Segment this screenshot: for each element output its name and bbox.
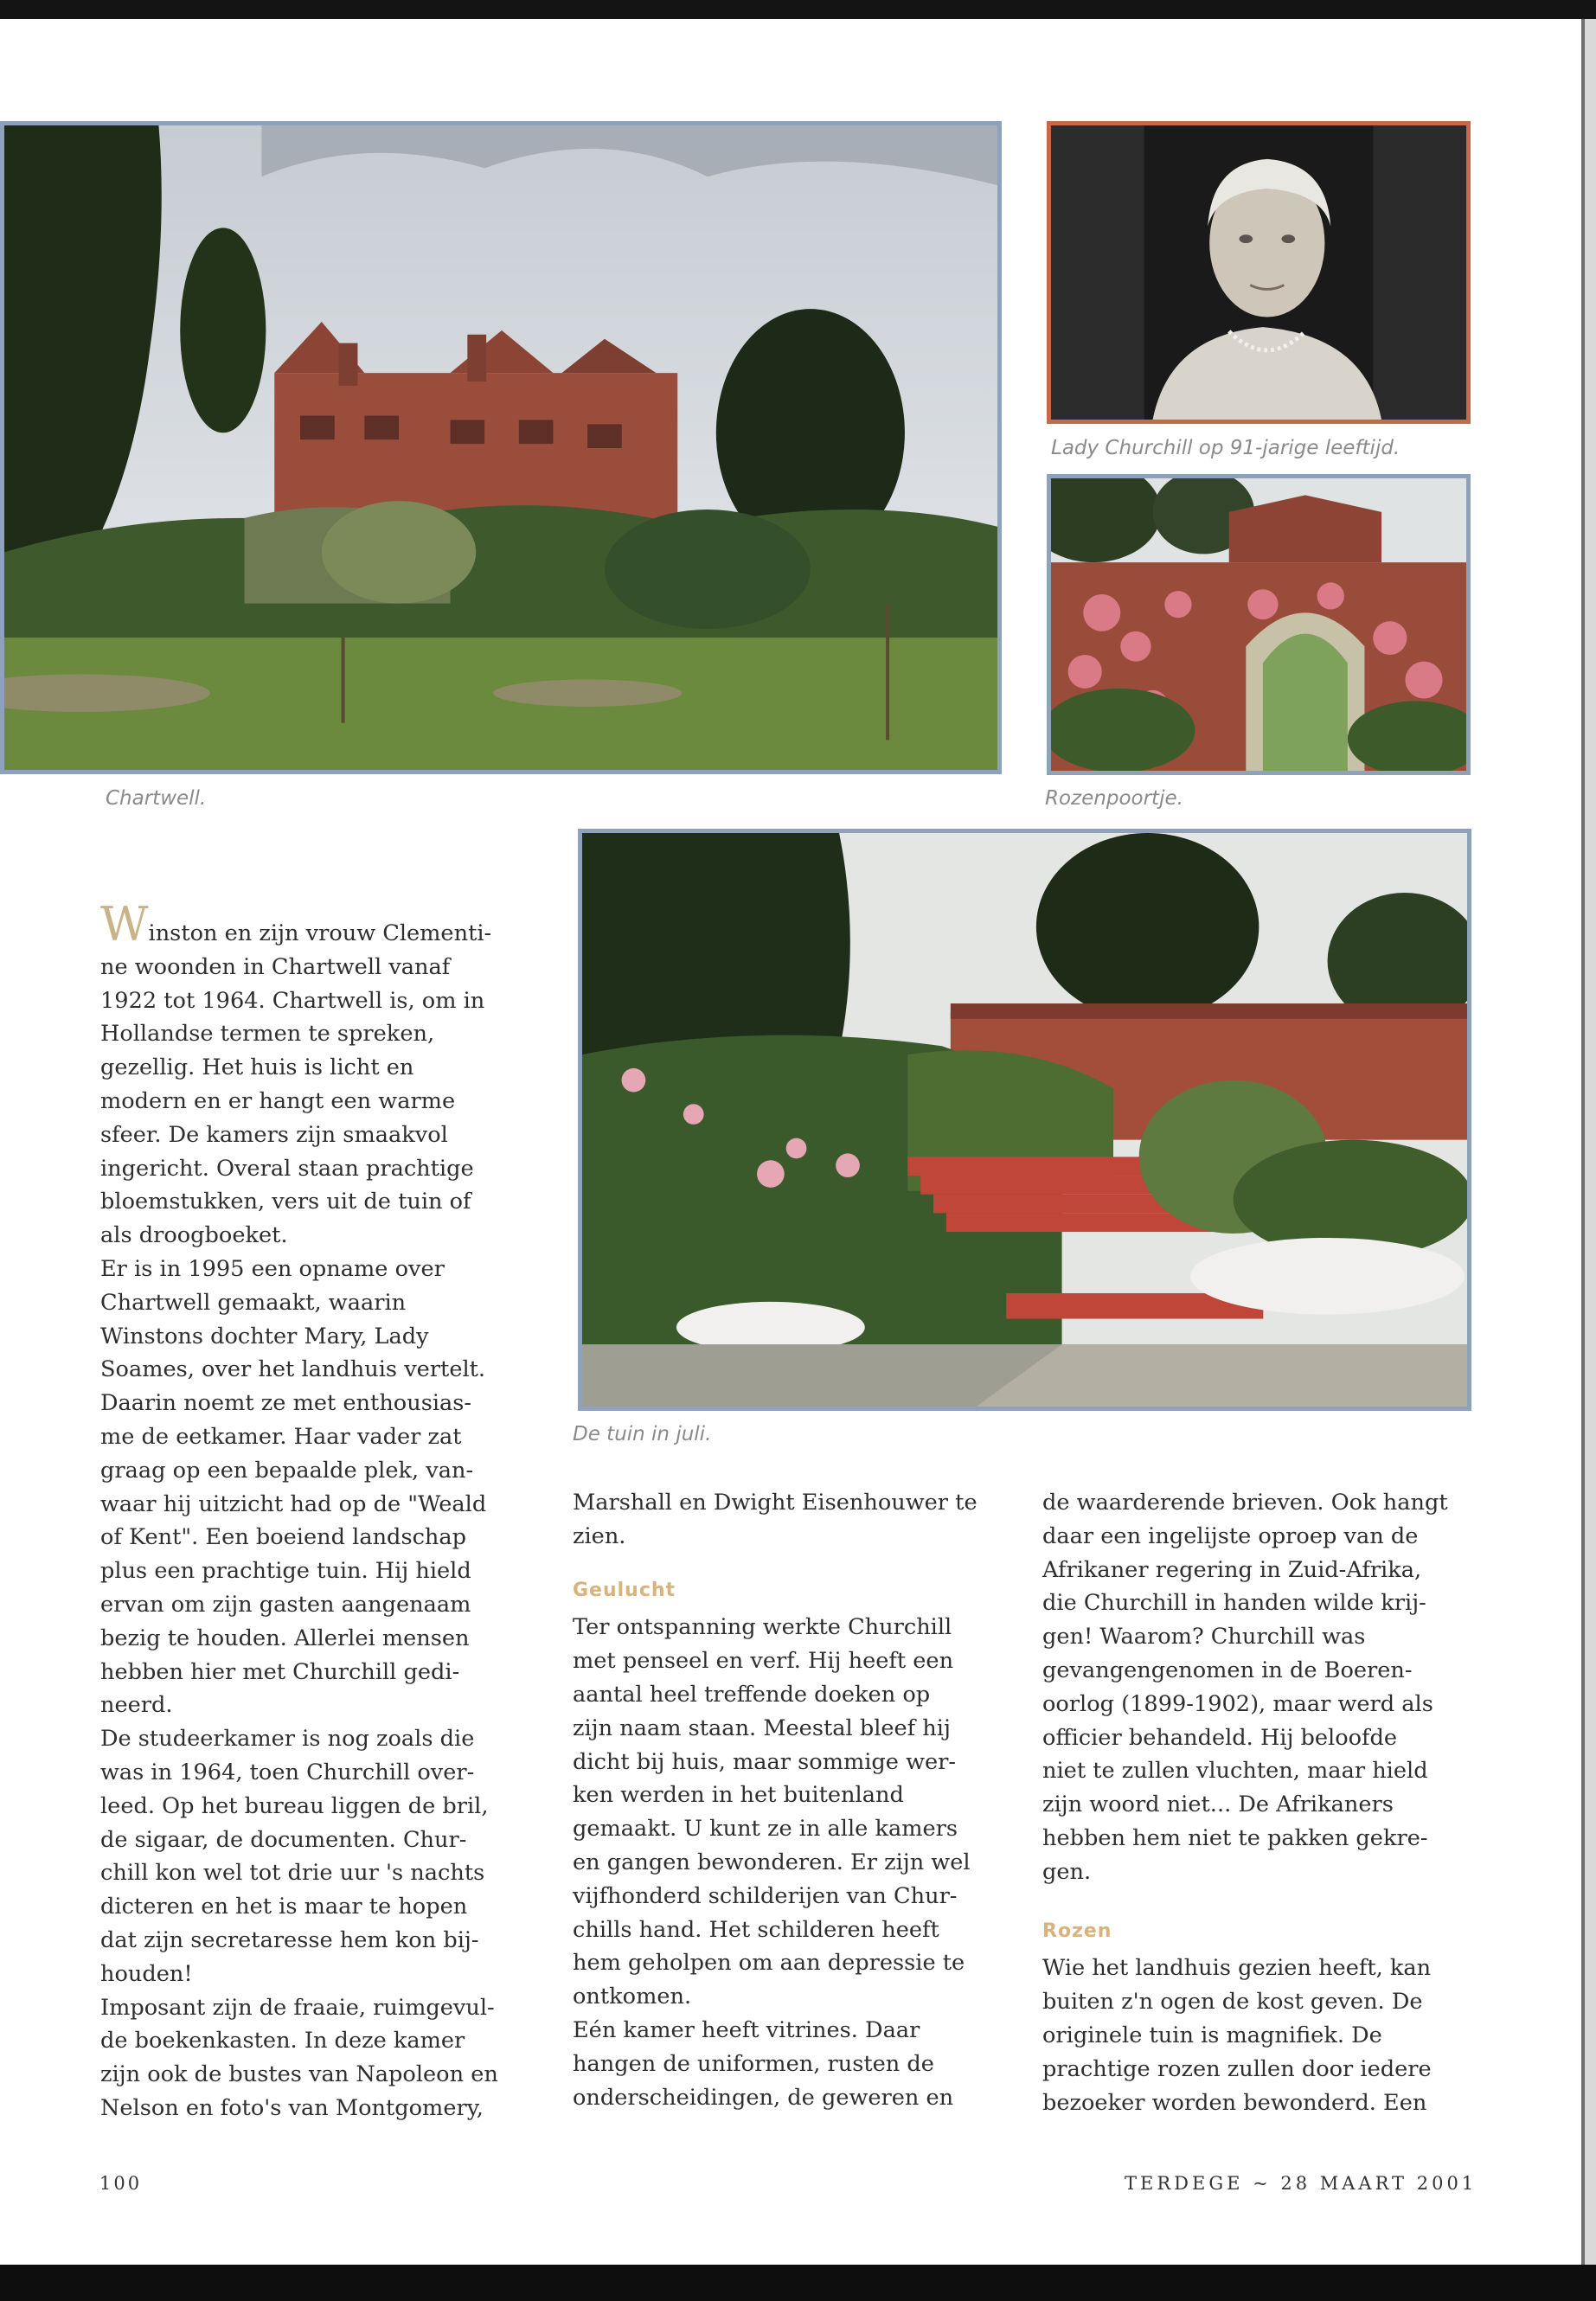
column-1-line: 1922 tot 1964. Chartwell is, om in <box>100 987 485 1014</box>
column-2-line: aantal heel treffende doeken op <box>573 1681 931 1708</box>
column-3-line: die Churchill in handen wilde krij- <box>1042 1590 1426 1617</box>
column-1-line-0: Winston en zijn vrouw Clementi- <box>100 897 492 952</box>
column-1-line: ervan om zijn gasten aangenaam <box>100 1591 471 1618</box>
column-1-line: me de eetkamer. Haar vader zat <box>100 1423 462 1450</box>
garden-july-illustration <box>582 833 1467 1407</box>
drop-cap: W <box>100 897 149 952</box>
column-2-line: Eén kamer heeft vitrines. Daar <box>573 2016 920 2043</box>
column-1-line: graag op een bepaalde plek, van- <box>100 1457 474 1484</box>
subhead-rozen: Rozen <box>1042 1920 1112 1942</box>
column-3-line: zijn woord niet... De Afrikaners <box>1042 1791 1394 1818</box>
rose-arch-illustration <box>1051 478 1466 771</box>
column-1-line: Chartwell gemaakt, waarin <box>100 1289 407 1316</box>
column-1-line: zijn ook de bustes van Napoleon en <box>100 2061 498 2088</box>
column-3-line: prachtige rozen zullen door iedere <box>1042 2055 1432 2082</box>
article-column-1 <box>100 897 542 2125</box>
article-column-3 <box>1042 1486 1492 2119</box>
column-3-line: officier behandeld. Hij beloofde <box>1042 1724 1398 1751</box>
column-3-line: Afrikaner regering in Zuid-Afrika, <box>1042 1556 1422 1583</box>
column-1-line: chill kon wel tot drie uur 's nachts <box>100 1860 485 1887</box>
column-1-line: de boekenkasten. In deze kamer <box>100 2028 465 2054</box>
column-1-line: als droogboeket. <box>100 1222 288 1249</box>
column-3-line: gen! Waarom? Churchill was <box>1042 1624 1366 1650</box>
chartwell-illustration <box>4 125 997 770</box>
column-1-line: ingericht. Overal staan prachtige <box>100 1155 474 1182</box>
column-3-line: daar een ingelijste oproep van de <box>1042 1522 1419 1549</box>
column-1-line: bloemstukken, vers uit de tuin of <box>100 1189 471 1215</box>
column-1-line: neerd. <box>100 1692 173 1719</box>
column-2-line: Ter ontspanning werkte Churchill <box>573 1614 952 1641</box>
column-3-line: de waarderende brieven. Ook hangt <box>1042 1490 1448 1516</box>
column-1-line: Daarin noemt ze met enthousias- <box>100 1390 472 1417</box>
garden-july-photo <box>578 829 1471 1411</box>
chartwell-caption: Chartwell. <box>106 787 207 810</box>
page-number: 100 <box>99 2173 143 2194</box>
column-3-line: gevangengenomen in de Boeren- <box>1042 1657 1413 1683</box>
column-3-line: oorlog (1899-1902), maar werd als <box>1042 1690 1433 1717</box>
column-2-line: zijn naam staan. Meestal bleef hij <box>573 1715 951 1741</box>
bottom-border <box>0 2265 1596 2301</box>
column-1-line: dicteren en het is maar te hopen <box>100 1894 468 1920</box>
garden-july-caption: De tuin in juli. <box>573 1423 712 1445</box>
column-2-line: hangen de uniformen, rusten de <box>573 2050 934 2077</box>
column-2-line: onderscheidingen, de geweren en <box>573 2084 954 2111</box>
column-2-line: en gangen bewonderen. Er zijn wel <box>573 1849 971 1875</box>
column-1-line: waar hij uitzicht had op de "Weald <box>100 1490 487 1517</box>
column-1-line: modern en er hangt een warme <box>100 1087 456 1114</box>
column-1-line: hebben hier met Churchill gedi- <box>100 1658 460 1685</box>
rose-arch-photo <box>1047 474 1471 775</box>
column-2-line: chills hand. Het schilderen heeft <box>573 1916 939 1943</box>
column-1-line: sfeer. De kamers zijn smaakvol <box>100 1121 448 1148</box>
column-3-line: originele tuin is magnifiek. De <box>1042 2022 1382 2048</box>
column-2-line: met penseel en verf. Hij heeft een <box>573 1648 954 1675</box>
subhead-gevlucht: Geulucht <box>573 1579 676 1601</box>
column-1-line: de sigaar, de documenten. Chur- <box>100 1826 467 1853</box>
column-1-line: Nelson en foto's van Montgomery, <box>100 2094 484 2121</box>
column-1-line: was in 1964, toen Churchill over- <box>100 1759 475 1785</box>
column-2-line: Marshall en Dwight Eisenhouwer te <box>573 1490 977 1516</box>
column-1-line: Imposant zijn de fraaie, ruimgevul- <box>100 1994 495 2021</box>
column-3-line: bezoeker worden bewonderd. Een <box>1042 2089 1427 2116</box>
column-1-line: plus een prachtige tuin. Hij hield <box>100 1558 471 1585</box>
rose-arch-caption: Rozenpoortje. <box>1045 787 1183 810</box>
column-3-line: gen. <box>1042 1858 1092 1885</box>
column-1-line: Er is in 1995 een opname over <box>100 1255 445 1282</box>
column-1-line: leed. Op het bureau liggen de bril, <box>100 1792 489 1819</box>
column-1-line: Hollandse termen te spreken, <box>100 1021 435 1048</box>
column-3-line: hebben hem niet te pakken gekre- <box>1042 1824 1428 1851</box>
column-3-line: niet te zullen vluchten, maar hield <box>1042 1758 1428 1785</box>
chartwell-photo <box>0 121 1002 774</box>
column-1-line: ne woonden in Chartwell vanaf <box>100 953 451 980</box>
article-column-2 <box>573 1486 1022 2114</box>
column-2-line: ken werden in het buitenland <box>573 1782 904 1809</box>
publication-line: TERDEGE ~ 28 MAART 2001 <box>1125 2173 1477 2194</box>
column-1-line: Soames, over het landhuis vertelt. <box>100 1356 486 1383</box>
lady-churchill-illustration <box>1051 125 1466 420</box>
column-3-line: buiten z'n ogen de kost geven. De <box>1042 1989 1423 2016</box>
column-2-line: hem geholpen om aan depressie te <box>573 1950 965 1977</box>
column-1-line: bezig te houden. Allerlei mensen <box>100 1625 470 1651</box>
column-1-line: gezellig. Het huis is licht en <box>100 1054 414 1081</box>
column-2-line: ontkomen. <box>573 1984 692 2010</box>
column-1-line: Winstons dochter Mary, Lady <box>100 1323 429 1349</box>
lady-churchill-caption: Lady Churchill op 91-jarige leeftijd. <box>1051 437 1401 459</box>
column-1-line: of Kent". Een boeiend landschap <box>100 1524 467 1551</box>
column-1-line: De studeerkamer is nog zoals die <box>100 1726 475 1753</box>
column-2-line: zien. <box>573 1522 626 1549</box>
column-2-line: gemaakt. U kunt ze in alle kamers <box>573 1816 958 1843</box>
page-edge <box>1585 19 1596 2265</box>
lady-churchill-photo <box>1047 121 1471 424</box>
top-border <box>0 0 1596 19</box>
column-1-line: houden! <box>100 1960 193 1987</box>
column-2-line: dicht bij huis, maar sommige wer- <box>573 1748 957 1775</box>
column-1-line: dat zijn secretaresse hem kon bij- <box>100 1926 479 1953</box>
column-3-line: Wie het landhuis gezien heeft, kan <box>1042 1955 1432 1982</box>
column-2-line: vijfhonderd schilderijen van Chur- <box>573 1882 958 1909</box>
